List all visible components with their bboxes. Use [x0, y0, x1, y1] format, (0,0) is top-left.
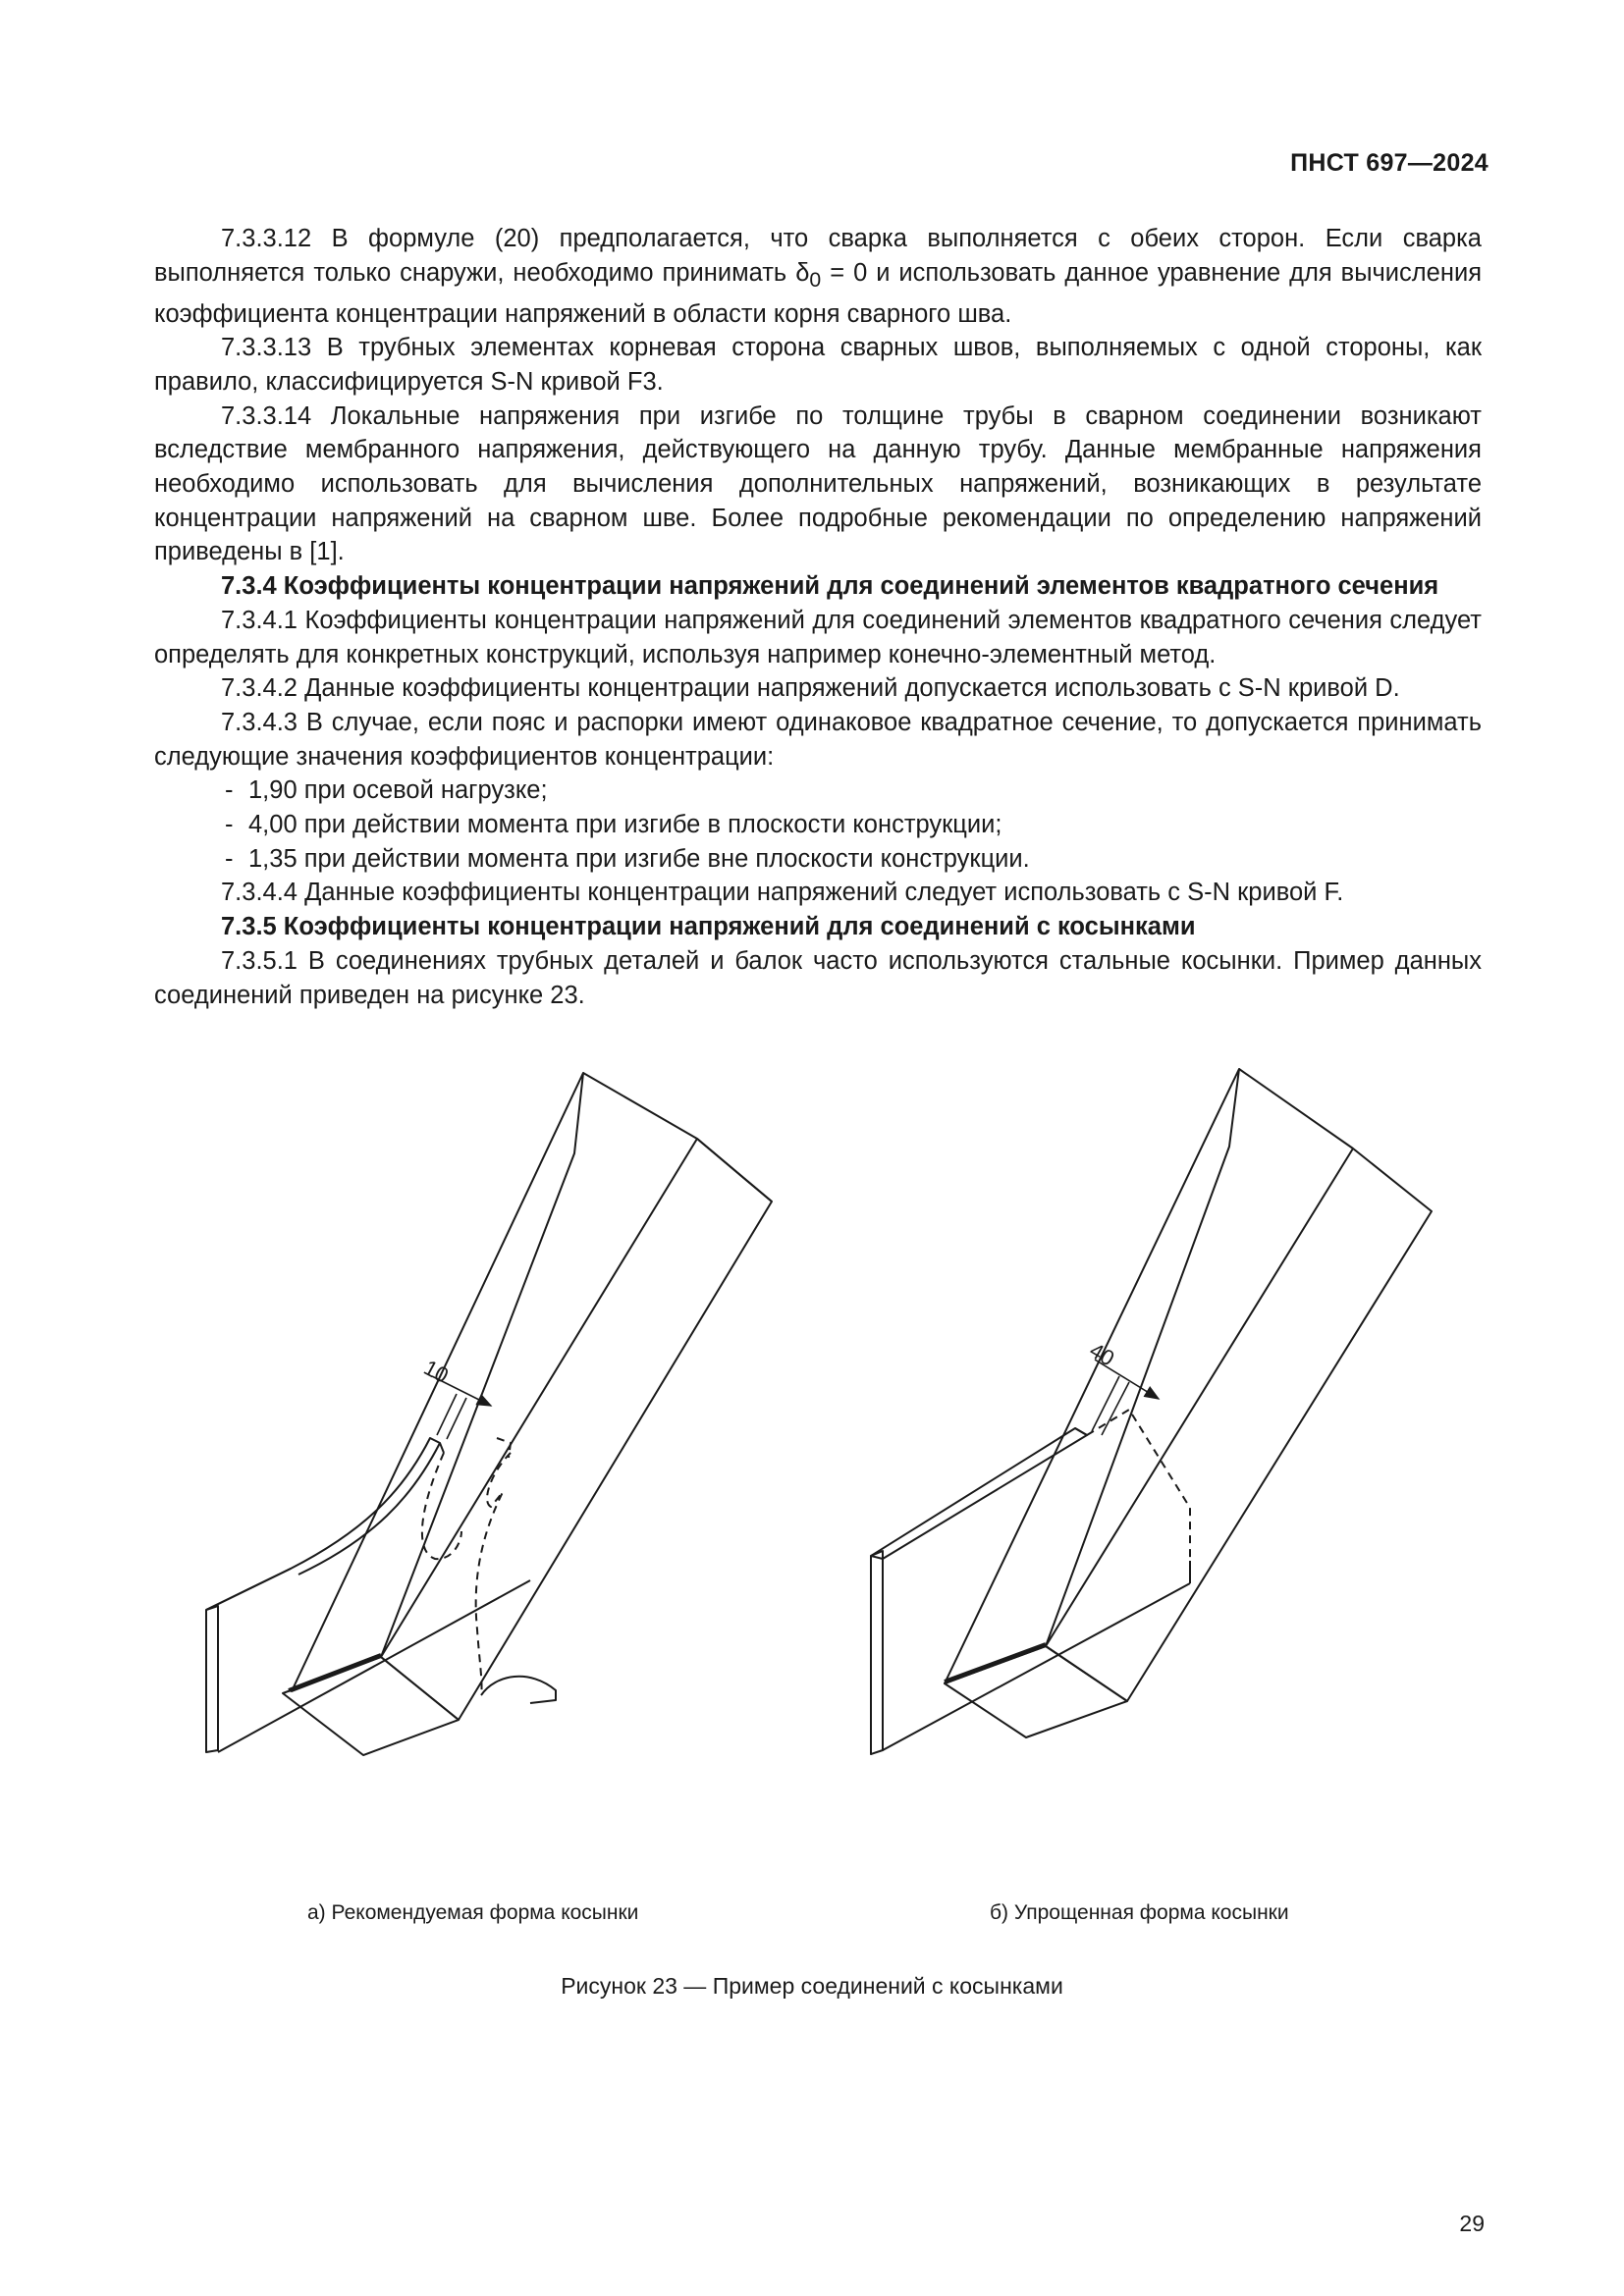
caption-b: б) Упрощенная форма косынки	[990, 1901, 1289, 1924]
paragraph-7-3-4-3: 7.3.4.3 В случае, если пояс и распорки имеют одинаковое квадратное сечение, то допускается принимать следующие значения коэффициентов концентрации:	[154, 708, 1482, 771]
drawing-b-simplified-gusset	[871, 1069, 1432, 1754]
caption-a: а) Рекомендуемая форма косынки	[307, 1901, 639, 1924]
tube-end	[283, 1657, 459, 1755]
paragraph-7-3-3-12: 7.3.3.12 В формуле (20) предполагается, что сварка выполняется с обеих сторон. Если сварка выполняется только снаружи, необходимо принимать $\delta_0 = 0$ и использовать данное уравнение для вычисления коэффициента концентрации напряжений в области корня сварного шва.	[154, 225, 1482, 328]
paragraph-7-3-4-1: 7.3.4.1 Коэффициенты концентрации напряжений для соединений элементов квадратного сечения следует определять для конкретных конструкций, используя например конечно-элементный метод.	[154, 606, 1482, 668]
paragraph-7-3-4-2: 7.3.4.2 Данные коэффициенты концентрации напряжений допускается использовать с S-N кривой D.	[221, 674, 1400, 703]
hidden-gusset-contour	[422, 1453, 461, 1559]
heading-7-3-5: 7.3.5 Коэффициенты концентрации напряжений для соединений с косынками	[221, 913, 1196, 941]
base-plate	[206, 1606, 218, 1752]
list-item: - 4,00 при действии момента при изгибе в плоскости конструкции;	[225, 811, 1002, 839]
gusset-plate	[206, 1438, 440, 1610]
page-number: 29	[1459, 2211, 1485, 2236]
paragraph-7-3-3-13: 7.3.3.13 В трубных элементах корневая сторона сварных швов, выполняемых с одной стороны, как правило, классифицируется S-N кривой F3.	[154, 334, 1482, 396]
tube-end	[945, 1646, 1127, 1737]
list-item: - 1,35 при действии момента при изгибе вне плоскости конструкции.	[225, 844, 1030, 873]
figure-title: Рисунок 23 — Пример соединений с косынками	[561, 1973, 1063, 1999]
dimension-b	[1092, 1360, 1159, 1435]
dimension-label-a: 10	[419, 1355, 454, 1388]
gusset-plate	[871, 1428, 1087, 1559]
drawing-a-recommended-gusset	[206, 1073, 772, 1755]
dimension-label-b: 40	[1085, 1337, 1119, 1371]
document-code: ПНСТ 697—2024	[1290, 149, 1489, 177]
paragraph-7-3-5-1: 7.3.5.1 В соединениях трубных деталей и балок часто используются стальные косынки. Пример данных соединений приведен на рисунке 23.	[154, 946, 1482, 1009]
list-item: - 1,90 при осевой нагрузке;	[225, 776, 548, 805]
paragraph-7-3-3-14: 7.3.3.14 Локальные напряжения при изгибе по толщине трубы в сварном соединении возникают вследствие мембранного напряжения, действующего на данную трубу. Данные мембранные напряжения необходимо использовать для вычисления дополнительных напряжений, возникающих в результате концентрации напряжений на сварном шве. Более подробные рекомендации по определению напряжений приведены в [1].	[154, 401, 1482, 566]
base-plate	[871, 1551, 883, 1754]
paragraph-7-3-4-4: 7.3.4.4 Данные коэффициенты концентрации напряжений следует использовать с S-N кривой F.	[221, 879, 1344, 907]
body-text	[154, 222, 1482, 1012]
heading-7-3-4: 7.3.4 Коэффициенты концентрации напряжений для соединений элементов квадратного сечения	[221, 572, 1439, 601]
figure-23-drawing	[0, 1060, 1624, 1865]
